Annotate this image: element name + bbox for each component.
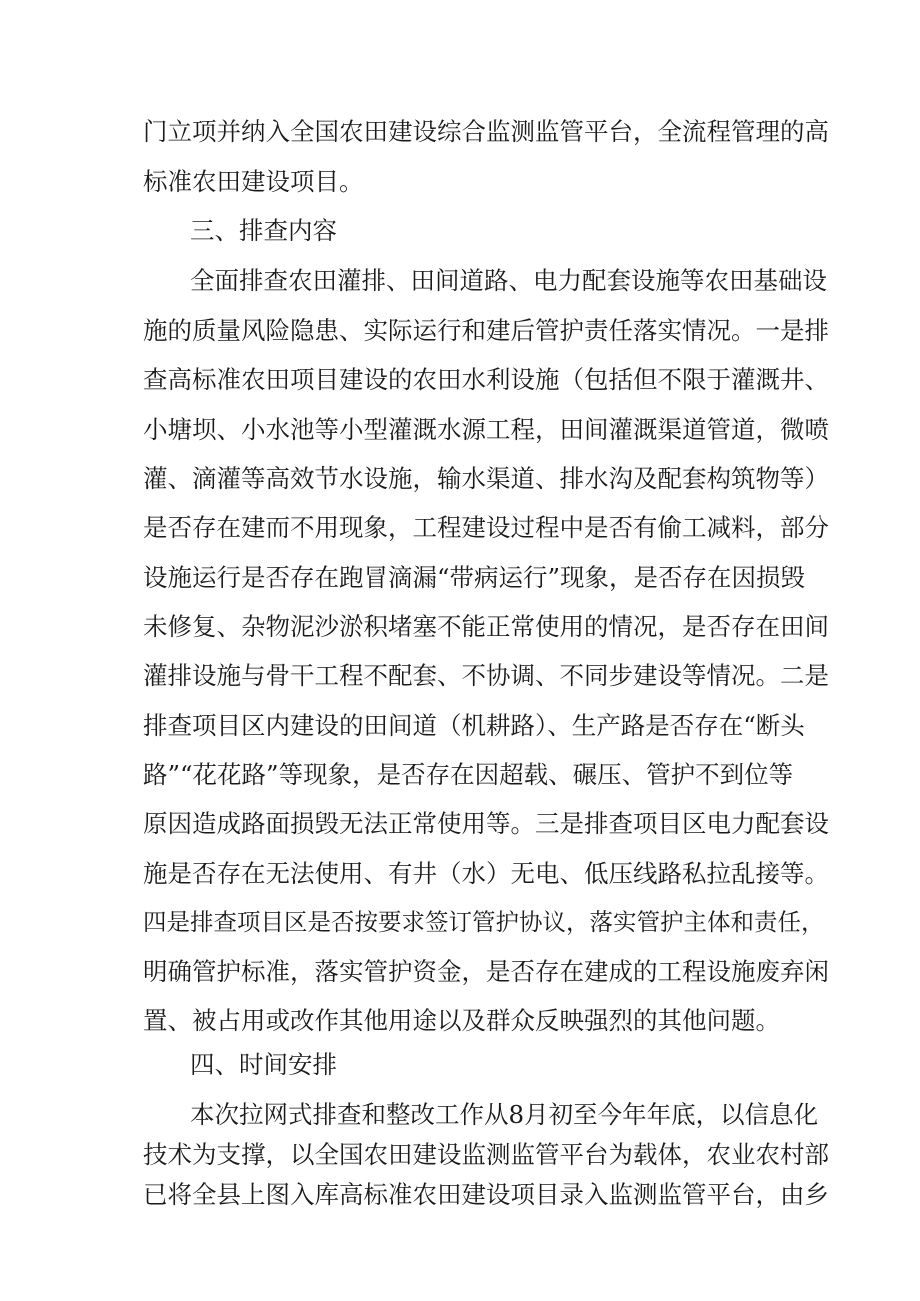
- paragraph-line: 四是排查项目区是否按要求签订管护协议，落实管护主体和责任，: [143, 908, 825, 936]
- paragraph-line: 施的质量风险隐患、实际运行和建后管护责任落实情况。一是排: [143, 316, 829, 345]
- paragraph-line: 设施运行是否存在跑冒滴漏“带病运行”现象，是否存在因损毁: [143, 563, 806, 592]
- paragraph-line: 已将全县上图入库高标准农田建设项目录入监测监管平台，由乡: [143, 1180, 829, 1209]
- paragraph-line: 标准农田建设项目。: [143, 167, 364, 196]
- paragraph-line: 置、被占用或改作其他用途以及群众反映强烈的其他问题。: [143, 1006, 780, 1035]
- paragraph-line: 原因造成路面损毁无法正常使用等。三是排查项目区电力配套设: [143, 809, 829, 838]
- paragraph-line: 路”“花花路”等现象，是否存在因超载、碾压、管护不到位等: [143, 760, 794, 789]
- paragraph-line: 施是否存在无法使用、有井（水）无电、低压线路私拉乱接等。: [143, 859, 829, 888]
- paragraph-line: 是否存在建而不用现象，工程建设过程中是否有偷工减料，部分: [143, 513, 829, 542]
- paragraph-line: 小塘坝、小水池等小型灌溉水源工程，田间灌溉渠道管道，微喷: [143, 415, 829, 444]
- paragraph-line: 排查项目区内建设的田间道（机耕路）、生产路是否存在“断头: [143, 711, 805, 740]
- paragraph-line: 本次拉网式排查和整改工作从8月初至今年年底，以信息化: [190, 1100, 819, 1129]
- section-heading-3: 三、排查内容: [190, 216, 337, 245]
- paragraph-line: 全面排查农田灌排、田间道路、电力配套设施等农田基础设: [190, 266, 827, 295]
- section-heading-4: 四、时间安排: [190, 1050, 337, 1079]
- paragraph-line: 技术为支撑，以全国农田建设监测监管平台为载体，农业农村部: [143, 1140, 829, 1169]
- paragraph-line: 灌排设施与骨干工程不配套、不协调、不同步建设等情况。二是: [143, 661, 829, 690]
- paragraph-line: 灌、滴灌等高效节水设施，输水渠道、排水沟及配套构筑物等）: [143, 464, 829, 493]
- paragraph-line: 明确管护标准，落实管护资金，是否存在建成的工程设施废弃闲: [143, 957, 829, 986]
- paragraph-line: 门立项并纳入全国农田建设综合监测监管平台，全流程管理的高: [143, 117, 829, 146]
- paragraph-line: 未修复、杂物泥沙淤积堵塞不能正常使用的情况，是否存在田间: [143, 612, 829, 641]
- paragraph-line: 查高标准农田项目建设的农田水利设施（包括但不限于灌溉井、: [143, 365, 829, 394]
